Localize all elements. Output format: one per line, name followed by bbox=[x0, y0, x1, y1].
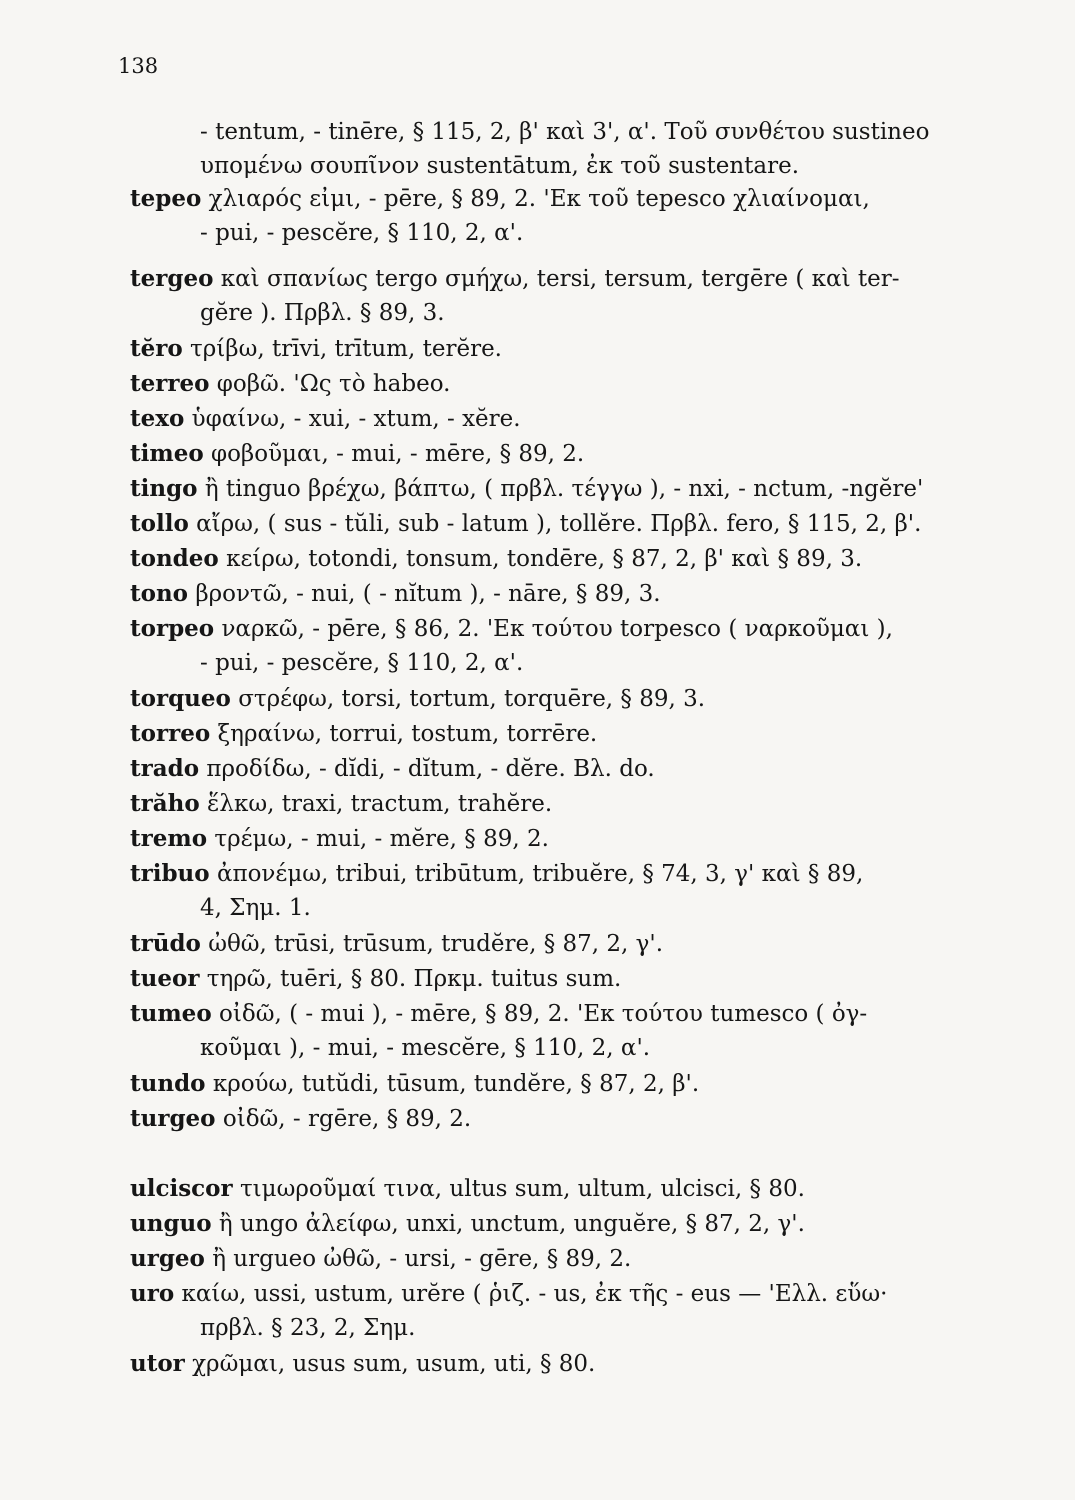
headword: turgeo bbox=[130, 1105, 216, 1132]
entry-text: βροντῶ, - nui, ( - nĭtum ), - nāre, § 89, 3. bbox=[195, 581, 661, 607]
entry-line bbox=[130, 752, 990, 786]
entry-tentum-cont bbox=[200, 115, 1060, 183]
entry-text: τρέμω, - mui, - mĕre, § 89, 2. bbox=[214, 826, 549, 852]
headword: tingo bbox=[130, 475, 198, 502]
headword: ulciscor bbox=[130, 1175, 233, 1202]
entry-line bbox=[130, 472, 990, 506]
entry-text: φοβοῦμαι, - mui, - mēre, § 89, 2. bbox=[210, 441, 585, 467]
entry-text: ξηραίνω, torrui, tostum, torrēre. bbox=[217, 721, 598, 747]
entry-text: τρίβω, trīvi, trītum, terĕre. bbox=[190, 336, 502, 362]
entry-line bbox=[130, 182, 990, 216]
entry-text: ἢ ungo ἀλείφω, unxi, unctum, unguĕre, § 87, 2, γ'. bbox=[218, 1211, 805, 1237]
headword: tondeo bbox=[130, 545, 219, 572]
entry-text: ὠθῶ, trūsi, trūsum, trudĕre, § 87, 2, γ'. bbox=[208, 931, 664, 957]
entry-line bbox=[130, 857, 990, 891]
entry-line bbox=[130, 437, 990, 471]
headword: timeo bbox=[130, 440, 204, 467]
headword: tumeo bbox=[130, 1000, 212, 1027]
entry-text: 4, Σημ. 1. bbox=[200, 895, 311, 921]
headword: uro bbox=[130, 1280, 175, 1307]
entry-utor bbox=[130, 1347, 990, 1381]
entry-line bbox=[130, 542, 990, 576]
entry-line bbox=[130, 262, 990, 296]
page-number: 138 bbox=[118, 54, 159, 78]
entry-text: τιμωροῦμαί τινα, ultus sum, ultum, ulcisci, § 80. bbox=[239, 1176, 805, 1202]
entry-tepeo bbox=[130, 182, 990, 250]
headword: terreo bbox=[130, 370, 210, 397]
entry-line bbox=[130, 962, 990, 996]
entry-line bbox=[200, 115, 1060, 149]
entry-texo bbox=[130, 402, 990, 436]
entry-text: - tentum, - tinēre, § 115, 2, β' καὶ 3', α'. Τοῦ συνθέτου sustineo bbox=[200, 119, 930, 145]
entry-text: ὑφαίνω, - xui, - xtum, - xĕre. bbox=[191, 406, 521, 432]
entry-tumeo bbox=[130, 997, 990, 1065]
entry-text: κοῦμαι ), - mui, - mescĕre, § 110, 2, α'. bbox=[200, 1035, 651, 1061]
headword: torpeo bbox=[130, 615, 215, 642]
entry-line bbox=[130, 507, 990, 541]
headword: torreo bbox=[130, 720, 211, 747]
entry-torreo bbox=[130, 717, 990, 751]
entry-text: υπομένω σουπῖνον sustentātum, ἐκ τοῦ sustentare. bbox=[200, 153, 800, 179]
entry-tergeo bbox=[130, 262, 990, 330]
entry-line bbox=[130, 1311, 990, 1345]
entry-line bbox=[130, 891, 990, 925]
entry-trado bbox=[130, 752, 990, 786]
headword: tono bbox=[130, 580, 189, 607]
entry-text: χλιαρός εἰμι, - pēre, § 89, 2. 'Εκ τοῦ tepesco χλιαίνομαι, bbox=[208, 186, 870, 212]
entry-turgeo bbox=[130, 1102, 990, 1136]
entry-line bbox=[130, 1207, 990, 1241]
entry-tollo bbox=[130, 507, 990, 541]
entry-line bbox=[130, 1277, 990, 1311]
entry-ulciscor bbox=[130, 1172, 990, 1206]
entry-line bbox=[130, 577, 990, 611]
entry-tingo bbox=[130, 472, 990, 506]
entry-tueor bbox=[130, 962, 990, 996]
headword: tremo bbox=[130, 825, 208, 852]
entry-uro bbox=[130, 1277, 990, 1345]
entry-line bbox=[130, 1347, 990, 1381]
headword: trăho bbox=[130, 790, 200, 817]
entry-urgeo bbox=[130, 1242, 990, 1276]
entry-text: προδίδω, - dĭdi, - dĭtum, - dĕre. Βλ. do. bbox=[206, 756, 655, 782]
entry-text: καίω, ussi, ustum, urĕre ( ῥιζ. - us, ἐκ τῆς - eus — 'Ελλ. εὕω· bbox=[181, 1281, 888, 1307]
entry-tribuo bbox=[130, 857, 990, 925]
entry-text: φοβῶ. 'Ως τὸ habeo. bbox=[216, 371, 451, 397]
headword: texo bbox=[130, 405, 185, 432]
entry-line bbox=[130, 787, 990, 821]
entry-tremo bbox=[130, 822, 990, 856]
entry-text: ἢ tinguo βρέχω, βάπτω, ( πρβλ. τέγγω ), - nxi, - nctum, -ngĕre' bbox=[204, 476, 924, 502]
entry-text: ἀπονέμω, tribui, tribūtum, tribuĕre, § 74, 3, γ' καὶ § 89, bbox=[216, 861, 864, 887]
entry-text: στρέφω, torsi, tortum, torquēre, § 89, 3. bbox=[238, 686, 706, 712]
entry-line bbox=[130, 612, 990, 646]
entry-line bbox=[130, 717, 990, 751]
headword: trado bbox=[130, 755, 200, 782]
entry-text: gĕre ). Πρβλ. § 89, 3. bbox=[200, 300, 445, 326]
entry-line bbox=[130, 927, 990, 961]
entry-line bbox=[130, 1172, 990, 1206]
entry-torqueo bbox=[130, 682, 990, 716]
entry-text: ἕλκω, traxi, tractum, trahĕre. bbox=[207, 791, 553, 817]
headword: torqueo bbox=[130, 685, 231, 712]
entry-trudo bbox=[130, 927, 990, 961]
headword: utor bbox=[130, 1350, 185, 1377]
headword: urgeo bbox=[130, 1245, 205, 1272]
headword: tribuo bbox=[130, 860, 210, 887]
entry-line bbox=[130, 296, 990, 330]
entry-line bbox=[130, 402, 990, 436]
entry-timeo bbox=[130, 437, 990, 471]
entry-line bbox=[130, 1031, 990, 1065]
entry-line bbox=[200, 149, 1060, 183]
headword: tueor bbox=[130, 965, 200, 992]
headword: tollo bbox=[130, 510, 189, 537]
entry-text: - pui, - pescĕre, § 110, 2, α'. bbox=[200, 220, 524, 246]
entry-line bbox=[130, 646, 990, 680]
entry-traho bbox=[130, 787, 990, 821]
entry-line bbox=[130, 997, 990, 1031]
entry-text: - pui, - pescĕre, § 110, 2, α'. bbox=[200, 650, 524, 676]
entry-line bbox=[130, 1242, 990, 1276]
headword: tergeo bbox=[130, 265, 214, 292]
entry-tondeo bbox=[130, 542, 990, 576]
entry-text: κρούω, tutŭdi, tūsum, tundĕre, § 87, 2, β'. bbox=[212, 1071, 700, 1097]
headword: unguo bbox=[130, 1210, 212, 1237]
entry-line bbox=[130, 367, 990, 401]
headword: tĕro bbox=[130, 335, 183, 362]
entry-tundo bbox=[130, 1067, 990, 1101]
entry-line bbox=[130, 682, 990, 716]
headword: tundo bbox=[130, 1070, 206, 1097]
entry-text: ναρκῶ, - pēre, § 86, 2. 'Εκ τούτου torpesco ( ναρκοῦμαι ), bbox=[221, 616, 893, 642]
entry-line bbox=[130, 1102, 990, 1136]
entry-torpeo bbox=[130, 612, 990, 680]
entry-line bbox=[130, 216, 990, 250]
entry-line bbox=[130, 1067, 990, 1101]
entry-text: τηρῶ, tuēri, § 80. Πρκμ. tuitus sum. bbox=[206, 966, 622, 992]
entry-text: πρβλ. § 23, 2, Σημ. bbox=[200, 1315, 416, 1341]
entry-terreo bbox=[130, 367, 990, 401]
entry-text: χρῶμαι, usus sum, usum, uti, § 80. bbox=[192, 1351, 596, 1377]
entry-text: κείρω, totondi, tonsum, tondēre, § 87, 2, β' καὶ § 89, 3. bbox=[226, 546, 863, 572]
entry-unguo bbox=[130, 1207, 990, 1241]
entry-line bbox=[130, 822, 990, 856]
headword: tepeo bbox=[130, 185, 202, 212]
headword: trūdo bbox=[130, 930, 201, 957]
entry-line bbox=[130, 332, 990, 366]
entry-text: καὶ σπανίως tergo σμήχω, tersi, tersum, tergēre ( καὶ ter- bbox=[220, 266, 900, 292]
entry-text: αἴρω, ( sus - tŭli, sub - latum ), tollĕre. Πρβλ. fero, § 115, 2, β'. bbox=[196, 511, 922, 537]
entry-text: ἢ urgueo ὠθῶ, - ursi, - gēre, § 89, 2. bbox=[212, 1246, 632, 1272]
entry-text: οἰδῶ, ( - mui ), - mēre, § 89, 2. 'Εκ τούτου tumesco ( ὀγ- bbox=[218, 1001, 868, 1027]
entry-tero bbox=[130, 332, 990, 366]
entry-tono bbox=[130, 577, 990, 611]
entry-text: οἰδῶ, - rgēre, § 89, 2. bbox=[222, 1106, 472, 1132]
